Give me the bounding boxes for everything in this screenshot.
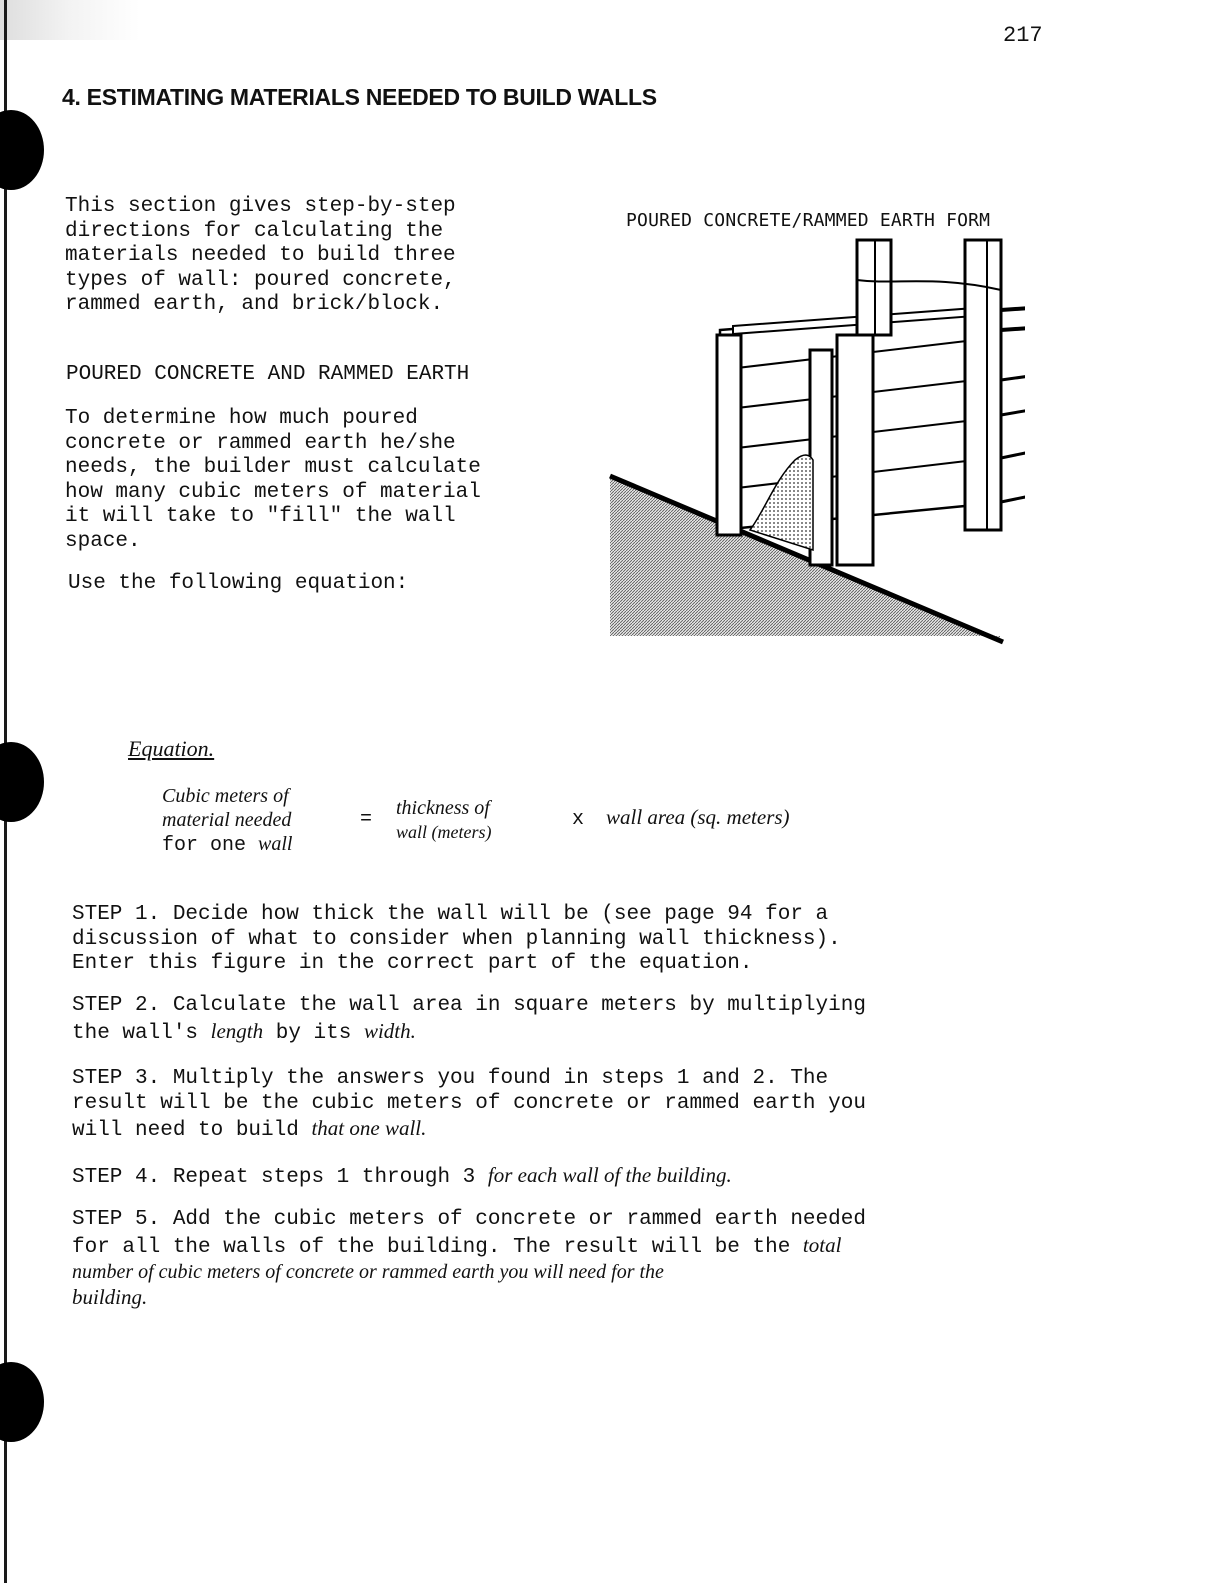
punch-hole-top: [0, 110, 44, 190]
para-line: needs, the builder must calculate: [65, 456, 481, 479]
figure-caption: POURED CONCRETE/RAMMED EARTH FORM: [626, 210, 991, 231]
step-3: [72, 1067, 1002, 1144]
step-line: [72, 1116, 1002, 1144]
step-line: discussion of what to consider when planning wall thickness).: [72, 927, 841, 951]
para-line: how many cubic meters of material: [65, 480, 481, 504]
step-italic: width.: [363, 1018, 416, 1043]
section-paragraph: [65, 407, 545, 554]
step-italic: length: [210, 1018, 264, 1043]
page-title: 4. ESTIMATING MATERIALS NEEDED TO BUILD WALLS: [62, 84, 657, 110]
punch-hole-middle: [0, 742, 44, 822]
eq-lhs-line: [162, 832, 292, 859]
step-text: STEP 4. Repeat steps 1 through 3: [72, 1166, 488, 1189]
side-board: [1001, 328, 1025, 330]
equation-intro-line: Use the following equation:: [68, 572, 409, 595]
step-line: STEP 2. Calculate the wall area in square meters by multiplying: [72, 994, 866, 1017]
punch-hole-bottom: [0, 1362, 44, 1442]
equals-sign: =: [360, 808, 373, 831]
equation-lhs: [162, 784, 292, 859]
equation-title: Equation.: [128, 736, 215, 761]
scan-shadow: [0, 0, 140, 40]
step-line: Enter this figure in the correct part of the equation.: [72, 952, 753, 975]
step-line: STEP 5. Add the cubic meters of concrete or rammed earth needed: [72, 1208, 866, 1231]
times-sign: x: [572, 808, 585, 831]
step-line: [72, 1019, 1002, 1047]
para-line: To determine how much poured: [65, 407, 418, 430]
step-text: by its: [263, 1021, 364, 1045]
step-italic: for each wall of the building.: [487, 1163, 732, 1187]
eq-lhs-italic: wall: [258, 833, 293, 855]
equation-thickness: [396, 796, 491, 844]
side-board: [1001, 410, 1025, 415]
intro-line: This section gives step-by-step: [65, 195, 456, 218]
side-board: [1001, 376, 1025, 380]
equation-wall-area: wall area (sq. meters): [606, 805, 790, 829]
step-line: STEP 3. Multiply the answers you found in steps 1 and 2. The: [72, 1067, 829, 1090]
step-italic-line: building.: [72, 1284, 148, 1309]
step-text: the wall's: [72, 1021, 211, 1045]
intro-line: materials needed to build three: [65, 244, 456, 267]
intro-line: types of wall: poured concrete,: [65, 268, 456, 292]
end-board: [717, 335, 741, 535]
step-text: will need to build: [72, 1119, 312, 1142]
step-line: result will be the cubic meters of concrete or rammed earth you: [72, 1091, 866, 1115]
intro-line: rammed earth, and brick/block.: [65, 293, 444, 316]
side-board: [1001, 496, 1025, 502]
intro-line: directions for calculating the: [65, 219, 444, 243]
step-2: [72, 994, 1002, 1046]
eq-mid-line: thickness of: [396, 797, 490, 819]
step-line: STEP 1. Decide how thick the wall will be (see page 94 for a: [72, 903, 829, 926]
end-board: [837, 335, 873, 565]
side-board: [1001, 308, 1025, 310]
intro-paragraph: [65, 195, 545, 318]
step-text: for all the walls of the building. The result will be the: [72, 1235, 803, 1259]
para-line: it will take to "fill" the wall: [65, 505, 456, 528]
page-number: 217: [1003, 23, 1043, 48]
section-title: POURED CONCRETE AND RAMMED EARTH: [66, 363, 470, 386]
step-4: [72, 1163, 1002, 1191]
side-board: [1001, 452, 1025, 458]
eq-mid-line: wall (meters): [396, 822, 492, 842]
step-line: [72, 1233, 1002, 1261]
step-italic-line: number of cubic meters of concrete or rammed earth you will need for the: [72, 1261, 664, 1283]
step-italic: total: [802, 1232, 842, 1257]
step-5: [72, 1208, 1002, 1309]
para-line: space.: [65, 529, 141, 553]
form-illustration: [605, 230, 1025, 660]
eq-lhs-line: material needed: [162, 809, 292, 831]
para-line: concrete or rammed earth he/she: [65, 431, 456, 455]
step-1: [72, 903, 1002, 977]
step-italic: that one wall.: [311, 1116, 427, 1140]
eq-lhs-line: Cubic meters of: [162, 785, 289, 807]
eq-lhs-text: for one: [162, 834, 259, 857]
